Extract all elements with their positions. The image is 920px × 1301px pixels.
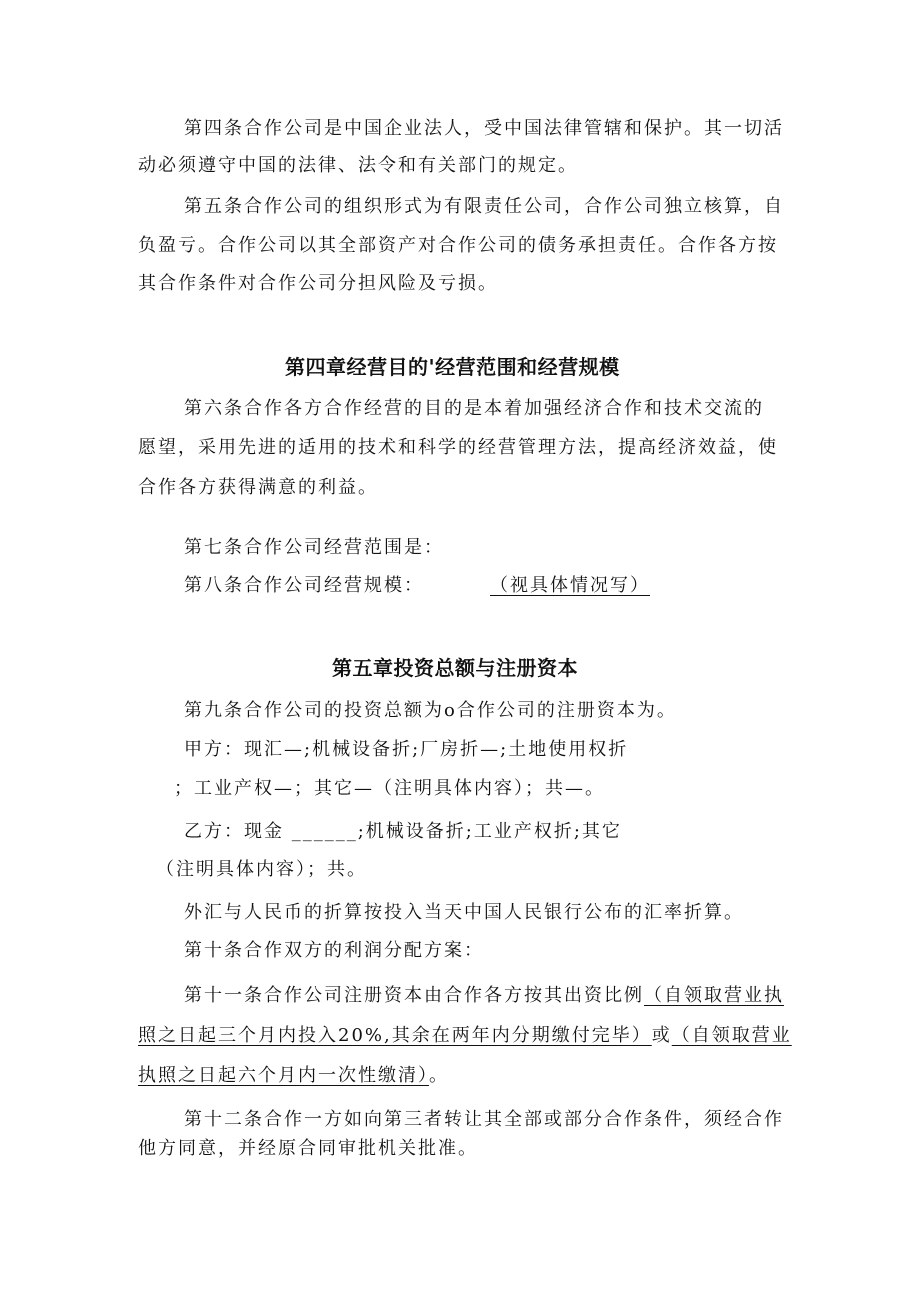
article-11-or: 或: [651, 1025, 672, 1046]
article-11-option-1-end: 照之日起三个月内投入20%,其余在两年内分期缴付完毕）: [138, 1025, 652, 1046]
article-11-end: 。: [429, 1065, 449, 1086]
article-11-option-2-start: （自领取营业: [671, 1025, 792, 1046]
article-6-line-2: 愿望，采用先进的适用的技术和科学的经营管理方法，提高经济效益，使: [138, 437, 778, 458]
article-8-note: （视具体情况写）: [490, 575, 650, 596]
party-b-line-1: 乙方：现金 ______;机械设备折;工业产权折;其它: [184, 821, 622, 842]
article-12-line-1: 第十二条合作一方如向第三者转让其全部或部分合作条件，须经合作: [184, 1109, 784, 1130]
article-12-line-2: 他方同意，并经原合同审批机关批准。: [138, 1138, 478, 1159]
article-5-line-2: 负盈亏。合作公司以其全部资产对合作公司的债务承担责任。合作各方按: [138, 235, 778, 256]
article-5-line-3: 其合作条件对合作公司分担风险及亏损。: [138, 273, 498, 294]
article-11-prefix: 第十一条合作公司注册资本由合作各方按其出资比例: [184, 985, 644, 1006]
article-6-line-1: 第六条合作各方合作经营的目的是本着加强经济合作和技术交流的: [184, 398, 764, 419]
article-11-line-1: [184, 984, 784, 1008]
article-11-line-3: [138, 1064, 449, 1088]
article-11-option-2-end: 执照之日起六个月内一次性缴清）: [138, 1065, 429, 1086]
article-7-line: 第七条合作公司经营范围是：: [184, 537, 444, 558]
article-4-line-1: 第四条合作公司是中国企业法人，受中国法律管辖和保护。其一切活: [184, 118, 784, 139]
party-a-line-1: 甲方：现汇—;机械设备折;厂房折—;土地使用权折: [184, 739, 629, 760]
article-8-prefix: 第八条合作公司经营规模：: [184, 575, 424, 596]
article-11-line-2: [138, 1024, 792, 1048]
article-10-line: 第十条合作双方的利润分配方案：: [184, 940, 484, 961]
article-11-option-1-start: （自领取营业执: [644, 985, 784, 1006]
article-9-line-1: 第九条合作公司的投资总额为o合作公司的注册资本为。: [184, 700, 677, 721]
exchange-rate-line: 外汇与人民币的折算按投入当天中国人民银行公布的汇率折算。: [184, 902, 744, 923]
article-4-line-2: 动必须遵守中国的法律、法令和有关部门的规定。: [138, 155, 578, 176]
article-8-line: [184, 574, 650, 598]
chapter-4-heading: 第四章经营目的'经营范围和经营规模: [285, 355, 620, 379]
party-b-line-2: （注明具体内容）；共。: [156, 859, 367, 880]
chapter-5-heading: 第五章投资总额与注册资本: [332, 656, 578, 680]
article-6-line-3: 合作各方获得满意的利益。: [138, 477, 378, 498]
party-a-line-2: ；工业产权—；其它—（注明具体内容）；共—。: [174, 778, 605, 799]
article-5-line-1: 第五条合作公司的组织形式为有限责任公司，合作公司独立核算，自: [184, 196, 784, 217]
